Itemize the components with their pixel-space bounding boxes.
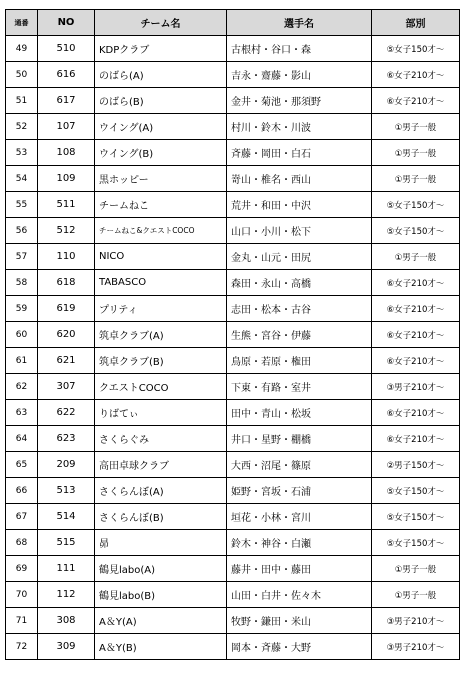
entry-number-cell: 623 (38, 426, 95, 452)
table-row (6, 114, 460, 140)
player-names-cell: 村川・鈴木・川波 (227, 114, 372, 140)
player-names-cell: 吉永・齋藤・影山 (227, 62, 372, 88)
entry-number-cell: 209 (38, 452, 95, 478)
entry-number-cell: 514 (38, 504, 95, 530)
team-name-cell: チームねこ&クエストCOCO (95, 218, 227, 244)
team-name-cell: のばら(A) (95, 62, 227, 88)
division-cell: ①男子一般 (372, 244, 460, 270)
team-name-cell: 高田卓球クラブ (95, 452, 227, 478)
team-name-cell: りばてぃ (95, 400, 227, 426)
header-serial: 通番 (6, 10, 38, 36)
team-name-cell: 鶴見labo(B) (95, 582, 227, 608)
team-name-cell: チームねこ (95, 192, 227, 218)
table-row (6, 166, 460, 192)
division-cell: ⑤女子150才～ (372, 36, 460, 62)
table-row (6, 556, 460, 582)
division-cell: ⑥女子210才～ (372, 322, 460, 348)
division-cell: ③男子210才～ (372, 634, 460, 660)
player-names-cell: 田中・青山・松坂 (227, 400, 372, 426)
table-row (6, 608, 460, 634)
player-names-cell: 岡本・斉藤・大野 (227, 634, 372, 660)
table-row (6, 634, 460, 660)
header-player-names: 選手名 (227, 10, 372, 36)
team-name-cell: 黒ホッピー (95, 166, 227, 192)
division-cell: ①男子一般 (372, 556, 460, 582)
table-row (6, 88, 460, 114)
team-name-cell: クエストCOCO (95, 374, 227, 400)
team-name-cell: NICO (95, 244, 227, 270)
player-names-cell: 荒井・和田・中沢 (227, 192, 372, 218)
player-names-cell: 生熊・宮谷・伊藤 (227, 322, 372, 348)
entry-number-cell: 617 (38, 88, 95, 114)
division-cell: ⑥女子210才～ (372, 426, 460, 452)
player-names-cell: 藤井・田中・藤田 (227, 556, 372, 582)
table-row (6, 140, 460, 166)
entry-number-cell: 510 (38, 36, 95, 62)
player-names-cell: 山田・白井・佐々木 (227, 582, 372, 608)
team-name-cell: 筑卓クラブ(A) (95, 322, 227, 348)
division-cell: ⑤女子150才～ (372, 218, 460, 244)
table-row (6, 270, 460, 296)
division-cell: ⑤女子150才～ (372, 530, 460, 556)
team-roster-table (5, 9, 460, 660)
division-cell: ⑥女子210才～ (372, 348, 460, 374)
table-row (6, 582, 460, 608)
player-names-cell: 金井・菊池・那須野 (227, 88, 372, 114)
serial-cell: 54 (6, 166, 38, 192)
table-row (6, 218, 460, 244)
table-body (6, 36, 460, 660)
serial-cell: 61 (6, 348, 38, 374)
serial-cell: 57 (6, 244, 38, 270)
player-names-cell: 斉藤・岡田・白石 (227, 140, 372, 166)
division-cell: ③男子210才～ (372, 608, 460, 634)
division-cell: ⑥女子210才～ (372, 88, 460, 114)
table-row (6, 478, 460, 504)
table-row (6, 296, 460, 322)
serial-cell: 70 (6, 582, 38, 608)
division-cell: ⑥女子210才～ (372, 270, 460, 296)
serial-cell: 69 (6, 556, 38, 582)
serial-cell: 52 (6, 114, 38, 140)
table-row (6, 348, 460, 374)
header-team-name: チーム名 (95, 10, 227, 36)
team-name-cell: 鶴見labo(A) (95, 556, 227, 582)
header-row (6, 10, 460, 36)
entry-number-cell: 108 (38, 140, 95, 166)
table-row (6, 426, 460, 452)
player-names-cell: 古根村・谷口・森 (227, 36, 372, 62)
player-names-cell: 姫野・宮坂・石浦 (227, 478, 372, 504)
serial-cell: 68 (6, 530, 38, 556)
entry-number-cell: 109 (38, 166, 95, 192)
division-cell: ⑥女子210才～ (372, 400, 460, 426)
serial-cell: 58 (6, 270, 38, 296)
team-name-cell: ウイング(B) (95, 140, 227, 166)
table-header (6, 10, 460, 36)
table-row (6, 374, 460, 400)
player-names-cell: 井口・星野・棚橋 (227, 426, 372, 452)
entry-number-cell: 618 (38, 270, 95, 296)
entry-number-cell: 621 (38, 348, 95, 374)
entry-number-cell: 308 (38, 608, 95, 634)
player-names-cell: 下東・有路・室井 (227, 374, 372, 400)
table-row (6, 452, 460, 478)
team-name-cell: A＆Y(B) (95, 634, 227, 660)
header-division: 部別 (372, 10, 460, 36)
team-name-cell: ウイング(A) (95, 114, 227, 140)
serial-cell: 72 (6, 634, 38, 660)
table-row (6, 400, 460, 426)
entry-number-cell: 511 (38, 192, 95, 218)
serial-cell: 60 (6, 322, 38, 348)
team-name-cell: 昴 (95, 530, 227, 556)
serial-cell: 67 (6, 504, 38, 530)
serial-cell: 71 (6, 608, 38, 634)
serial-cell: 62 (6, 374, 38, 400)
division-cell: ②男子150才～ (372, 452, 460, 478)
division-cell: ①男子一般 (372, 582, 460, 608)
team-name-cell: 筑卓クラブ(B) (95, 348, 227, 374)
table-row (6, 322, 460, 348)
serial-cell: 56 (6, 218, 38, 244)
serial-cell: 51 (6, 88, 38, 114)
entry-number-cell: 513 (38, 478, 95, 504)
entry-number-cell: 515 (38, 530, 95, 556)
entry-number-cell: 107 (38, 114, 95, 140)
division-cell: ①男子一般 (372, 114, 460, 140)
division-cell: ⑥女子210才～ (372, 296, 460, 322)
serial-cell: 66 (6, 478, 38, 504)
serial-cell: 59 (6, 296, 38, 322)
division-cell: ③男子210才～ (372, 374, 460, 400)
table-row (6, 504, 460, 530)
team-name-cell: A＆Y(A) (95, 608, 227, 634)
division-cell: ⑥女子210才～ (372, 62, 460, 88)
entry-number-cell: 110 (38, 244, 95, 270)
player-names-cell: 金丸・山元・田尻 (227, 244, 372, 270)
division-cell: ①男子一般 (372, 166, 460, 192)
team-name-cell: TABASCO (95, 270, 227, 296)
table-row (6, 530, 460, 556)
team-name-cell: のばら(B) (95, 88, 227, 114)
table-row (6, 62, 460, 88)
serial-cell: 53 (6, 140, 38, 166)
serial-cell: 50 (6, 62, 38, 88)
player-names-cell: 垣花・小林・宮川 (227, 504, 372, 530)
entry-number-cell: 622 (38, 400, 95, 426)
entry-number-cell: 112 (38, 582, 95, 608)
team-name-cell: KDPクラブ (95, 36, 227, 62)
player-names-cell: 牧野・鎌田・米山 (227, 608, 372, 634)
division-cell: ①男子一般 (372, 140, 460, 166)
entry-number-cell: 111 (38, 556, 95, 582)
team-name-cell: プリティ (95, 296, 227, 322)
table-row (6, 192, 460, 218)
table-row (6, 36, 460, 62)
division-cell: ⑤女子150才～ (372, 192, 460, 218)
player-names-cell: 嵜山・椎名・西山 (227, 166, 372, 192)
division-cell: ⑤女子150才～ (372, 478, 460, 504)
player-names-cell: 鈴木・神谷・白瀬 (227, 530, 372, 556)
team-name-cell: さくらぐみ (95, 426, 227, 452)
team-name-cell: さくらんぼ(B) (95, 504, 227, 530)
table-row (6, 244, 460, 270)
entry-number-cell: 512 (38, 218, 95, 244)
entry-number-cell: 620 (38, 322, 95, 348)
player-names-cell: 森田・永山・高橋 (227, 270, 372, 296)
entry-number-cell: 309 (38, 634, 95, 660)
division-cell: ⑤女子150才～ (372, 504, 460, 530)
team-name-cell: さくらんぼ(A) (95, 478, 227, 504)
player-names-cell: 大西・沼尾・篠原 (227, 452, 372, 478)
player-names-cell: 鳥原・若原・権田 (227, 348, 372, 374)
serial-cell: 64 (6, 426, 38, 452)
header-no: NO (38, 10, 95, 36)
serial-cell: 65 (6, 452, 38, 478)
serial-cell: 55 (6, 192, 38, 218)
player-names-cell: 志田・松本・古谷 (227, 296, 372, 322)
player-names-cell: 山口・小川・松下 (227, 218, 372, 244)
serial-cell: 49 (6, 36, 38, 62)
serial-cell: 63 (6, 400, 38, 426)
entry-number-cell: 619 (38, 296, 95, 322)
entry-number-cell: 616 (38, 62, 95, 88)
entry-number-cell: 307 (38, 374, 95, 400)
